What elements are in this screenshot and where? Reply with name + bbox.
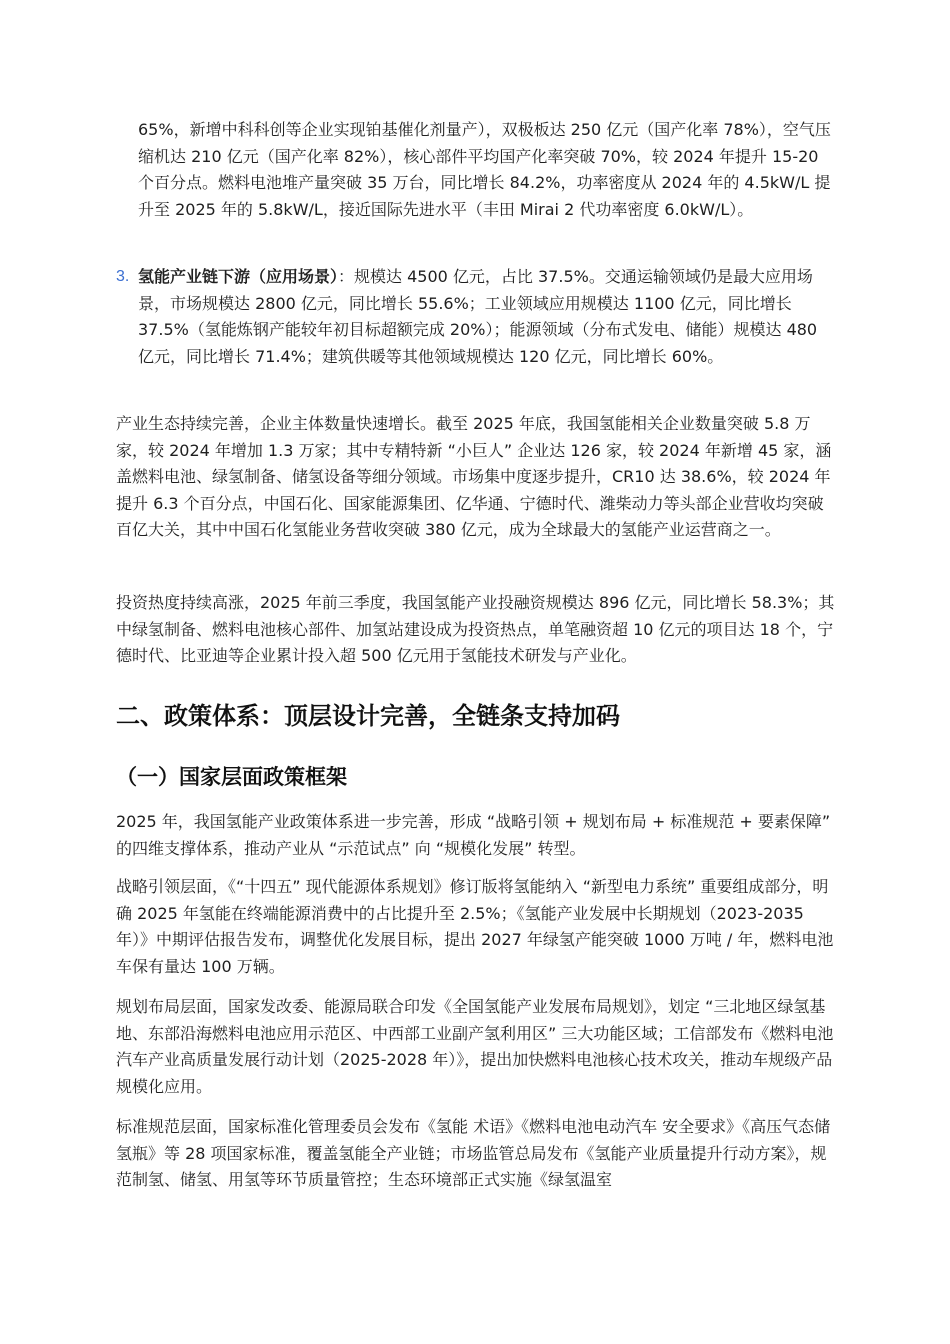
- paragraph-framework: 2025 年，我国氢能产业政策体系进一步完善，形成 “战略引领 + 规划布局 + 标准规范 + 要素保障” 的四维支撑体系，推动产业从 “示范试点” 向 “规模化发展” 转型。: [116, 812, 831, 858]
- paragraph-investment: 投资热度持续高涨，2025 年前三季度，我国氢能产业投融资规模达 896 亿元，同比增长 58.3%；其中绿氢制备、燃料电池核心部件、加氢站建设成为投资热点，单笔融资超 10 亿元的项目达 18 个，宁德时代、比亚迪等企业累计投入超 500 亿元用于氢能技术研发与产业化。: [116, 593, 835, 665]
- paragraph-strategy: 战略引领层面，《“十四五” 现代能源体系规划》修订版将氢能纳入 “新型电力系统” 重要组成部分，明确 2025 年氢能在终端能源消费中的占比提升至 2.5%；《氢能产业发展中长期规划（2023-2035 年）》中期评估报告发布，调整优化发展目标，提出 2027 年绿氢产能突破 1000 万吨 / 年，燃料电池车保有量达 100 万辆。: [116, 877, 834, 976]
- list-number: 3.: [116, 268, 130, 285]
- continuation-paragraph: 65%，新增中科科创等企业实现铂基催化剂量产），双极板达 250 亿元（国产化率 78%），空气压缩机达 210 亿元（国产化率 82%），核心部件平均国产化率突破 70%，较 2024 年提升 15-20 个百分点。燃料电池堆产量突破 35 万台，同比增长 84.2%，功率密度从 2024 年的 4.5kW/L 提升至 2025 年的 5.8kW/L，接近国际先进水平（丰田 Mirai 2 代功率密度 6.0kW/L）。: [138, 120, 831, 219]
- list-item-text: ：规模达 4500 亿元，占比 37.5%。交通运输领域仍是最大应用场景，市场规模达 2800 亿元，同比增长 55.6%；工业领域应用规模达 1100 亿元，同比增长 37.5%（氢能炼钢产能较年初目标超额完成 20%）；能源领域（分布式发电、储能）规模达 480 亿元，同比增长 71.4%；建筑供暖等其他领域规模达 120 亿元，同比增长 60%。: [138, 267, 818, 366]
- section-heading: 二、政策体系：顶层设计完善，全链条支持加码: [116, 702, 620, 730]
- list-item-heading: 氢能产业链下游（应用场景）: [138, 267, 339, 286]
- paragraph-planning: 规划布局层面，国家发改委、能源局联合印发《全国氢能产业发展布局规划》，划定 “三北地区绿氢基地、东部沿海燃料电池应用示范区、中西部工业副产氢利用区” 三大功能区域；工信部发布《燃料电池汽车产业高质量发展行动计划（2025-2028 年）》，提出加快燃料电池核心技术攻关，推动车规级产品规模化应用。: [116, 997, 834, 1096]
- paragraph-ecosystem: 产业生态持续完善，企业主体数量快速增长。截至 2025 年底，我国氢能相关企业数量突破 5.8 万家，较 2024 年增加 1.3 万家；其中专精特新 “小巨人” 企业达 126 家，较 2024 年新增 45 家，涵盖燃料电池、绿氢制备、储氢设备等细分领域。市场集中度逐步提升，CR10 达 38.6%，较 2024 年提升 6.3 个百分点，中国石化、国家能源集团、亿华通、宁德时代、潍柴动力等头部企业营收均突破百亿大关，其中中国石化氢能业务营收突破 380 亿元，成为全球最大的氢能产业运营商之一。: [116, 414, 832, 539]
- list-item-3: [116, 264, 838, 370]
- list-item-body: [138, 264, 838, 370]
- paragraph-standards: 标准规范层面，国家标准化管理委员会发布《氢能 术语》《燃料电池电动汽车 安全要求》《高压气态储氢瓶》等 28 项国家标准，覆盖氢能全产业链；市场监管总局发布《氢能产业质量提升行动方案》，规范制氢、储氢、用氢等环节质量管控；生态环境部正式实施《绿氢温室: [116, 1117, 831, 1189]
- subsection-heading: （一）国家层面政策框架: [116, 765, 347, 789]
